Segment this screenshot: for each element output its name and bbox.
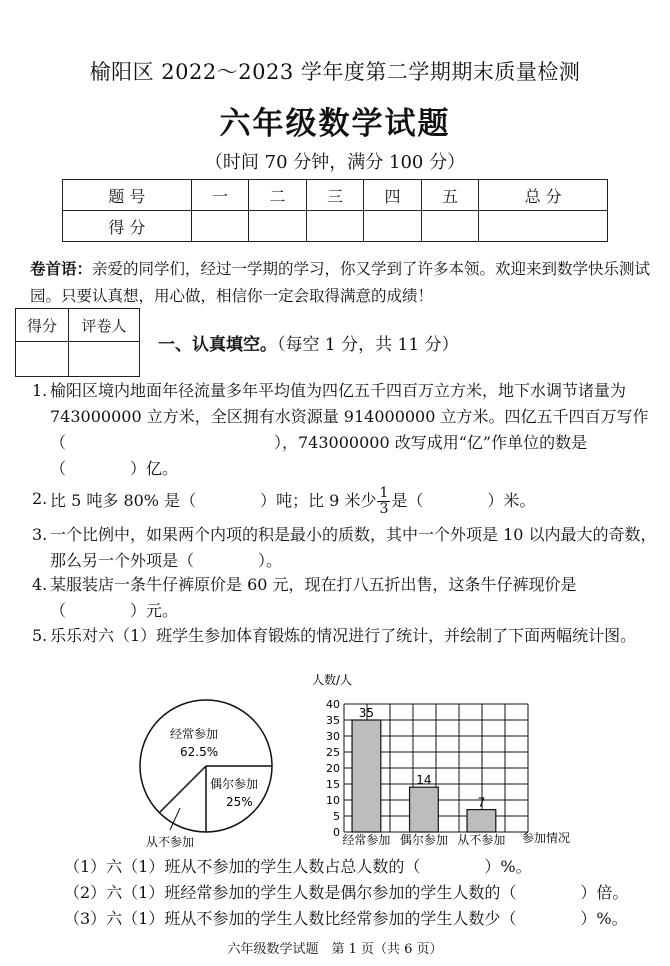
exam-time-score: （时间 70 分钟，满分 100 分）	[204, 152, 466, 173]
bar-data-label: 14	[416, 773, 432, 788]
pie-slice-label: 偶尔参加	[210, 777, 259, 791]
bar	[410, 787, 439, 832]
y-tick-label: 20	[326, 762, 340, 775]
question-text: 一个比例中，如果两个内项的积是最小的质数，其中一个外项是 10 以内最大的奇数，那么另一个外项是（ ）。	[50, 525, 657, 570]
bar-data-label: 35	[358, 706, 375, 720]
score-cell[interactable]	[479, 211, 608, 242]
question-2	[32, 485, 662, 517]
score-header-cell: 五	[421, 180, 479, 211]
fraction-denominator: 3	[379, 501, 389, 517]
section-1-label: 一、认真填空。	[158, 335, 277, 355]
grader-box	[15, 308, 140, 377]
question-1	[32, 378, 662, 482]
question-4	[32, 572, 662, 624]
y-tick-label: 40	[326, 698, 340, 711]
y-tick-label: 5	[333, 810, 340, 823]
y-tick-label: 10	[326, 794, 340, 807]
bar	[352, 720, 381, 832]
x-tick-label: 偶尔参加	[399, 833, 448, 847]
question-number: 1.	[32, 381, 48, 400]
score-header-cell: 一	[191, 180, 249, 211]
bar	[467, 810, 496, 832]
question-5-sub-2: （2）六（1）班经常参加的学生人数是偶尔参加的学生人数的（ ）倍。	[64, 883, 629, 902]
score-row-label: 得 分	[63, 211, 192, 242]
score-header-cell: 题 号	[63, 180, 192, 211]
question-number: 2.	[32, 489, 48, 508]
intro-label: 卷首语：	[30, 259, 93, 278]
bar-data-label: 7	[477, 795, 486, 810]
question-5	[32, 623, 662, 649]
bar-chart	[300, 668, 600, 848]
grader-score-cell[interactable]	[16, 342, 69, 377]
pie-slice-value: 62.5%	[180, 745, 219, 759]
question-3	[32, 522, 662, 574]
score-cell[interactable]	[364, 211, 422, 242]
pie-slice-label: 经常参加	[170, 727, 219, 741]
x-tick-label: 经常参加	[342, 833, 391, 847]
grader-name-cell[interactable]	[69, 342, 140, 377]
section-1-heading	[158, 330, 459, 355]
exam-header-line: 榆阳区 2022～2023 学年度第二学期期末质量检测	[89, 60, 581, 84]
fraction-numerator: 1	[379, 485, 389, 501]
grader-score-label: 得分	[16, 309, 69, 342]
score-header-cell: 四	[364, 180, 422, 211]
score-header-cell: 总 分	[479, 180, 608, 211]
question-number: 3.	[32, 525, 48, 544]
score-header-cell: 二	[249, 180, 307, 211]
x-tick-label: 从不参加	[457, 833, 506, 847]
x-axis-title: 参加情况	[522, 831, 571, 845]
y-tick-label: 35	[326, 714, 340, 727]
question-text: 榆阳区境内地面年径流量多年平均值为四亿五千四百万立方米，地下水调节诸量为 743000000 立方米，全区拥有水资源量 914000000 立方米。四亿五千四百万写作（ ），743000000 改写成用“亿”作单位的数是（ ）亿。	[50, 381, 649, 478]
question-5-sub-1: （1）六（1）班从不参加的学生人数占总人数的（ ）%。	[64, 857, 532, 876]
y-tick-label: 15	[326, 778, 340, 791]
intro-paragraph	[30, 255, 658, 310]
y-tick-label: 30	[326, 730, 340, 743]
page-footer: 六年级数学试题 第 1 页（共 6 页）	[227, 942, 443, 957]
y-tick-label: 25	[326, 746, 340, 759]
question-number: 5.	[32, 626, 48, 645]
score-table	[62, 179, 608, 242]
score-cell[interactable]	[249, 211, 307, 242]
intro-text: 亲爱的同学们，经过一学期的学习，你又学到了许多本领。欢迎来到数学快乐测试园。只要认真想，用心做，相信你一定会取得满意的成绩！	[30, 260, 651, 305]
pie-slice-value: 25%	[226, 795, 253, 809]
score-cell[interactable]	[421, 211, 479, 242]
exam-title: 六年级数学试题	[219, 106, 451, 142]
section-1-note: （每空 1 分，共 11 分）	[277, 335, 459, 355]
fraction-one-third	[377, 486, 390, 517]
y-tick-label: 0	[333, 826, 340, 839]
question-text-a: 比 5 吨多 80% 是（ ）吨；比 9 米少	[50, 491, 377, 510]
question-text: 某服装店一条牛仔裤原价是 60 元，现在打八五折出售，这条牛仔裤现价是（ ）元。	[50, 575, 577, 620]
pie-slice-label: 从不参加	[146, 835, 195, 849]
question-5-sub-3: （3）六（1）班从不参加的学生人数比经常参加的学生人数少（ ）%。	[64, 909, 628, 928]
pie-chart	[110, 680, 300, 850]
score-cell[interactable]	[306, 211, 364, 242]
question-text-b: 是（ ）米。	[391, 491, 536, 510]
question-text: 乐乐对六（1）班学生参加体育锻炼的情况进行了统计，并绘制了下面两幅统计图。	[50, 626, 637, 645]
y-axis-title: 人数/人	[312, 673, 353, 687]
score-header-cell: 三	[306, 180, 364, 211]
question-number: 4.	[32, 575, 48, 594]
score-cell[interactable]	[191, 211, 249, 242]
grader-name-label: 评卷人	[69, 309, 140, 342]
